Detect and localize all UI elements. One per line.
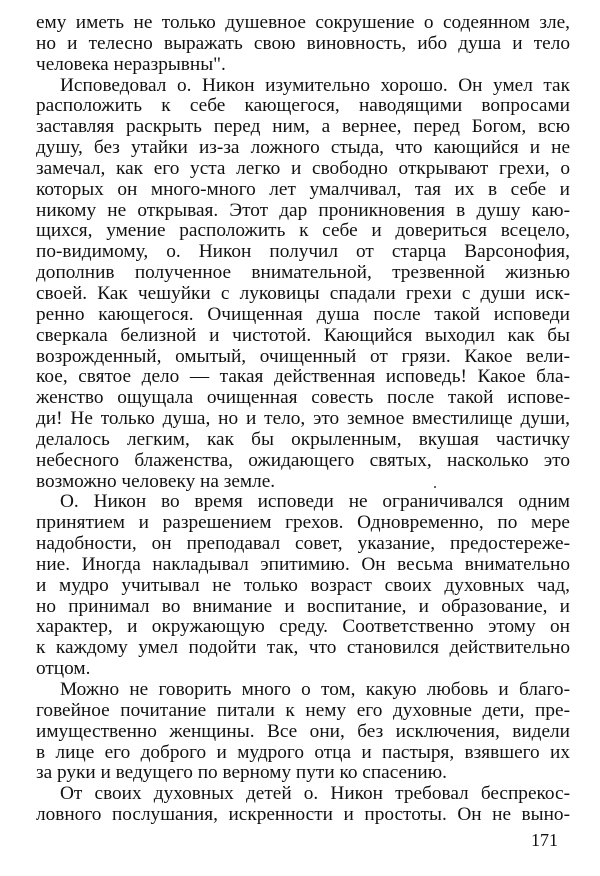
- text-line: характер, и окружающую среду. Соответственно этому он: [36, 617, 570, 638]
- text-line: но принимал во внимание и воспитание, и образование, и: [36, 596, 570, 617]
- text-line: От своих духовных детей о. Никон требовал беспрекос-: [60, 784, 570, 805]
- text-line: в лице его доброго и мудрого отца и пастыря, взявшего их: [36, 742, 570, 763]
- text-line: кое, святое дело — такая действенная исповедь! Какое бла-: [36, 367, 570, 388]
- paragraph: [36, 784, 570, 826]
- text-line: имущественно женщины. Все они, без исключения, видели: [36, 721, 570, 742]
- text-line: но и телесно выражать свою виновность, ибо душа и тело: [36, 33, 570, 54]
- text-line: ловного послушания, искренности и простоты. Он не выно-: [36, 805, 570, 826]
- paragraph: [36, 680, 570, 784]
- text-line: щихся, умение расположить к себе и довериться всецело,: [36, 221, 570, 242]
- text-line: принятием и разрешением грехов. Одновременно, по мере: [36, 513, 570, 534]
- text-line: по-видимому, о. Никон получил от старца Варсонофия,: [36, 242, 570, 263]
- text-line: ди! Не только душа, но и тело, это земное вместилище души,: [36, 409, 570, 430]
- text-line: возможно человеку на земле.: [36, 471, 276, 492]
- text-line: небесного блаженства, ожидающего святых, насколько это: [36, 450, 570, 471]
- page-number: 171: [531, 830, 558, 850]
- text-line: возрожденный, омытый, очищенный от грязи. Какое вели-: [36, 346, 570, 367]
- text-line: Можно не говорить много о том, какую любовь и благо-: [60, 680, 570, 700]
- text-line: Исповедовал о. Никон изумительно хорошо. Он умел так: [60, 75, 570, 96]
- text-line: сверкала белизной и чистотой. Кающийся выходил как бы: [36, 325, 570, 346]
- paragraph: [36, 76, 570, 493]
- print-speck: [434, 486, 436, 488]
- text-line: ренно кающегося. Очищенная душа после такой исповеди: [36, 304, 570, 325]
- text-line: заставляя раскрыть перед ним, а вернее, перед Богом, всю: [36, 117, 570, 138]
- text-line: к каждому умел подойти так, что становился действительно: [36, 638, 570, 659]
- text-line: душу, без утайки из-за ложного стыда, что кающийся и не: [36, 138, 570, 159]
- text-line: ему иметь не только душевное сокрушение о содеянном зле,: [36, 13, 570, 33]
- text-line: человека неразрывны".: [36, 54, 226, 75]
- text-line: говейное почитание питали к нему его духовные дети, пре-: [36, 700, 570, 721]
- text-line: за руки и ведущего по верному пути ко спасению.: [36, 763, 447, 784]
- page-body: [36, 13, 570, 826]
- text-line: своей. Как чешуйки с луковицы спадали грехи с души иск-: [36, 283, 570, 304]
- text-line: надобности, он преподавал совет, указание, предостереже-: [36, 534, 570, 555]
- text-line: замечал, как его уста легко и свободно открывают грехи, о: [36, 158, 570, 179]
- paragraph: [36, 492, 570, 680]
- text-line: О. Никон во время исповеди не ограничивался одним: [60, 492, 570, 513]
- text-line: женство ощущала очищенная совесть после такой испове-: [36, 388, 570, 409]
- text-line: расположить к себе кающегося, наводящими вопросами: [36, 96, 570, 117]
- text-line: которых он много-много лет умалчивал, тая их в себе и: [36, 179, 570, 200]
- text-line: дополнив полученное внимательной, трезвенной жизнью: [36, 263, 570, 284]
- text-line: и мудро учитывал не только возраст своих духовных чад,: [36, 575, 570, 596]
- text-line: никому не открывая. Этот дар проникновения в душу каю-: [36, 200, 570, 221]
- text-line: отцом.: [36, 659, 91, 680]
- paragraph: [36, 13, 570, 76]
- text-line: делалось легким, как бы окрыленным, вкушая частичку: [36, 429, 570, 450]
- text-line: ние. Иногда накладывал эпитимию. Он весьма внимательно: [36, 554, 570, 575]
